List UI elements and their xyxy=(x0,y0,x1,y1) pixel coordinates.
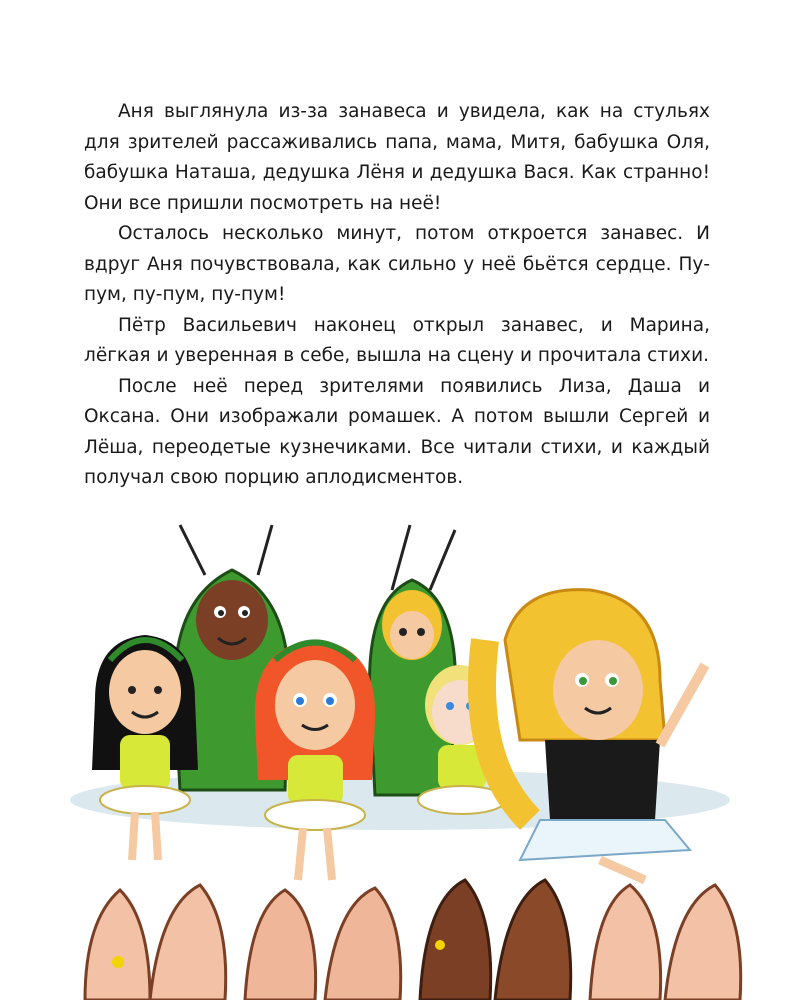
paragraph-1: Аня выглянула из-за занавеса и увидела, как на стульях для зрителей рассаживались папа, мама, Митя, бабушка Оля, бабушка Наташа, дедушка Лёня и дедушка Вася. Как странно! Они все пришли посмотреть на неё! xyxy=(84,101,710,214)
clapping-hands xyxy=(85,880,741,1000)
story-text xyxy=(84,97,710,494)
daisy-girl-dasha xyxy=(255,640,375,880)
stage-illustration xyxy=(0,510,800,1000)
daisy-girl-liza xyxy=(92,635,198,860)
marina xyxy=(482,590,705,880)
paragraph-4: После неё перед зрителями появились Лиза, Даша и Оксана. Они изображали ромашек. А потом вышли Сергей и Лёша, переодетые кузнечиками. Все читали стихи, и каждый получал свою порцию аплодисментов. xyxy=(84,375,710,488)
paragraph-3: Пётр Васильевич наконец открыл занавес, и Марина, лёгкая и уверенная в себе, вышла на сцену и прочитала стихи. xyxy=(84,314,710,366)
paragraph-2: Осталось несколько минут, потом откроется занавес. И вдруг Аня почувствовала, как сильно у неё бьётся сердце. Пу-пум, пу-пум, пу-пум! xyxy=(84,223,710,305)
